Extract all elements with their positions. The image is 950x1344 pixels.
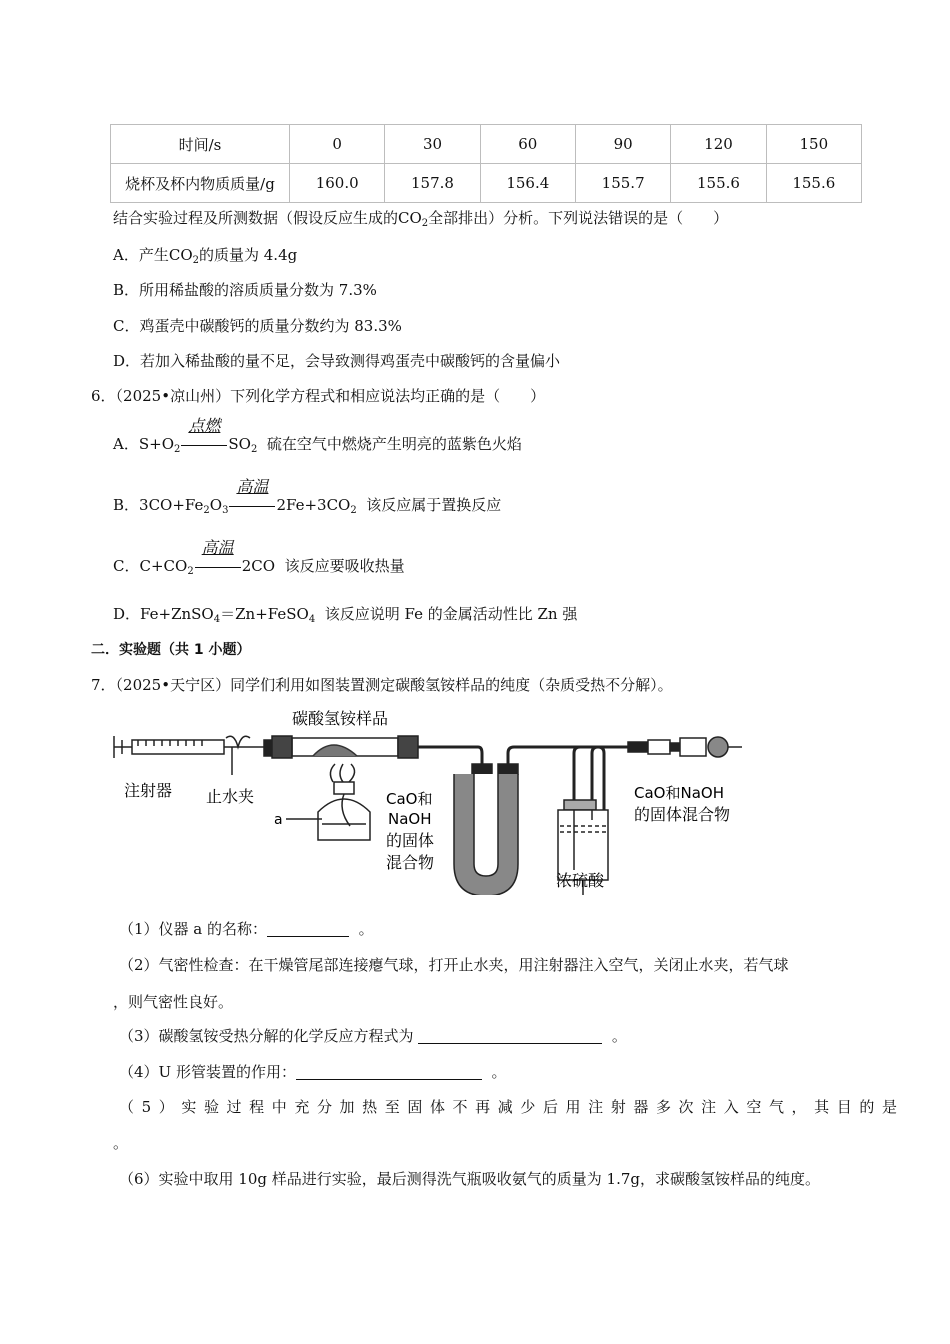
- table-cell: 120: [671, 125, 766, 164]
- clamp-icon: [226, 736, 250, 775]
- label-u-line2: NaOH: [388, 810, 432, 828]
- label-a: a: [274, 812, 283, 828]
- table-cell: 30: [385, 125, 480, 164]
- reaction-condition: 高温: [195, 557, 241, 571]
- label-syringe: 注射器: [124, 781, 173, 800]
- reaction-tube: [258, 736, 470, 758]
- reaction-condition: 点燃: [181, 435, 227, 449]
- table-cell: 156.4: [480, 164, 575, 203]
- q5-stem: 结合实验过程及所测数据（假设反应生成的$CO_2$全部排出）分析。下列说法错误的是（ ）: [113, 209, 729, 229]
- q7-sub3: （3）碳酸氢铵受热分解的化学反应方程式为 。: [119, 1027, 627, 1045]
- q6-option-a: A．$S+O_2$ 点燃 $SO_2$ 硫在空气中燃烧产生明亮的蓝紫色火焰: [113, 416, 522, 455]
- label-sample: 碳酸氢铵样品: [291, 709, 389, 728]
- reaction-condition: 高温: [229, 496, 275, 510]
- table-cell: 150: [766, 125, 861, 164]
- syringe-icon: [114, 736, 258, 758]
- table-cell: 157.8: [385, 164, 480, 203]
- q5-option-b: B．所用稀盐酸的溶质质量分数为 7.3%: [113, 281, 377, 299]
- q7-sub2-cont: ，则气密性良好。: [113, 993, 234, 1011]
- table-cell: 155.6: [766, 164, 861, 203]
- data-table: [110, 124, 862, 203]
- table-header-cell: 烧杯及杯内物质质量/g: [111, 164, 290, 203]
- table-cell: 90: [575, 125, 670, 164]
- label-acid: 浓硫酸: [556, 871, 605, 890]
- q6-stem: 6．（2025•凉山州）下列化学方程式和相应说法均正确的是（ ）: [91, 387, 546, 405]
- q7-sub1: （1）仪器 a 的名称： 。: [119, 920, 374, 938]
- table-row: [111, 164, 862, 203]
- table-header-cell: 时间/s: [111, 125, 290, 164]
- q5-option-c: C．鸡蛋壳中碳酸钙的质量分数约为 83.3%: [113, 317, 402, 335]
- label-tube-line2: 的固体混合物: [634, 805, 731, 824]
- q7-sub6: （6）实验中取用 10g 样品进行实验，最后测得洗气瓶吸收氨气的质量为 1.7g，求碳酸氢铵样品的纯度。: [119, 1170, 820, 1188]
- alcohol-lamp-icon: [286, 764, 370, 840]
- q7-stem: 7．（2025•天宁区）同学们利用如图装置测定碳酸氢铵样品的纯度（杂质受热不分解）。: [91, 676, 673, 694]
- q5-option-d: D．若加入稀盐酸的量不足，会导致测得鸡蛋壳中碳酸钙的含量偏小: [113, 352, 561, 370]
- section-heading: 二．实验题（共 1 小题）: [91, 642, 251, 658]
- table-cell: 60: [480, 125, 575, 164]
- answer-blank[interactable]: [418, 1028, 602, 1044]
- label-clamp: 止水夹: [206, 787, 255, 806]
- q6-option-b: B．$3CO+Fe_2O_3$ 高温 $2Fe+3CO_2$ 该反应属于置换反应: [113, 477, 502, 516]
- label-u-line1: CaO和: [386, 790, 433, 808]
- q7-sub4: （4）U 形管装置的作用： 。: [119, 1063, 507, 1081]
- q6-option-c: C．$C+CO_2$ 高温 2CO 该反应要吸收热量: [113, 538, 405, 577]
- q6-option-d: D．Fe+ZnSO$_4$＝Zn+FeSO$_4$ 该反应说明 Fe 的金属活动性比 Zn 强: [113, 605, 578, 625]
- answer-blank[interactable]: [267, 921, 349, 937]
- q7-sub5: （5）实验过程中充分加热至固体不再减少后用注射器多次注入空气，其目的是: [119, 1098, 905, 1116]
- table-cell: 155.6: [671, 164, 766, 203]
- label-tube-line1: CaO和NaOH: [634, 784, 724, 802]
- table-cell: 160.0: [290, 164, 385, 203]
- u-tube-icon: [454, 764, 518, 895]
- table-cell: 0: [290, 125, 385, 164]
- table-cell: 155.7: [575, 164, 670, 203]
- label-u-line4: 混合物: [386, 853, 435, 872]
- apparatus-figure: [108, 700, 748, 895]
- table-row: [111, 125, 862, 164]
- q7-sub5-cont: 。: [113, 1134, 129, 1152]
- q7-sub2: （2）气密性检查：在干燥管尾部连接瘪气球，打开止水夹，用注射器注入空气，关闭止水夹，若气球: [119, 956, 789, 974]
- q5-option-a: A．产生$CO_2$的质量为 4.4g: [113, 246, 298, 266]
- answer-blank[interactable]: [296, 1064, 482, 1080]
- label-u-line3: 的固体: [386, 831, 435, 850]
